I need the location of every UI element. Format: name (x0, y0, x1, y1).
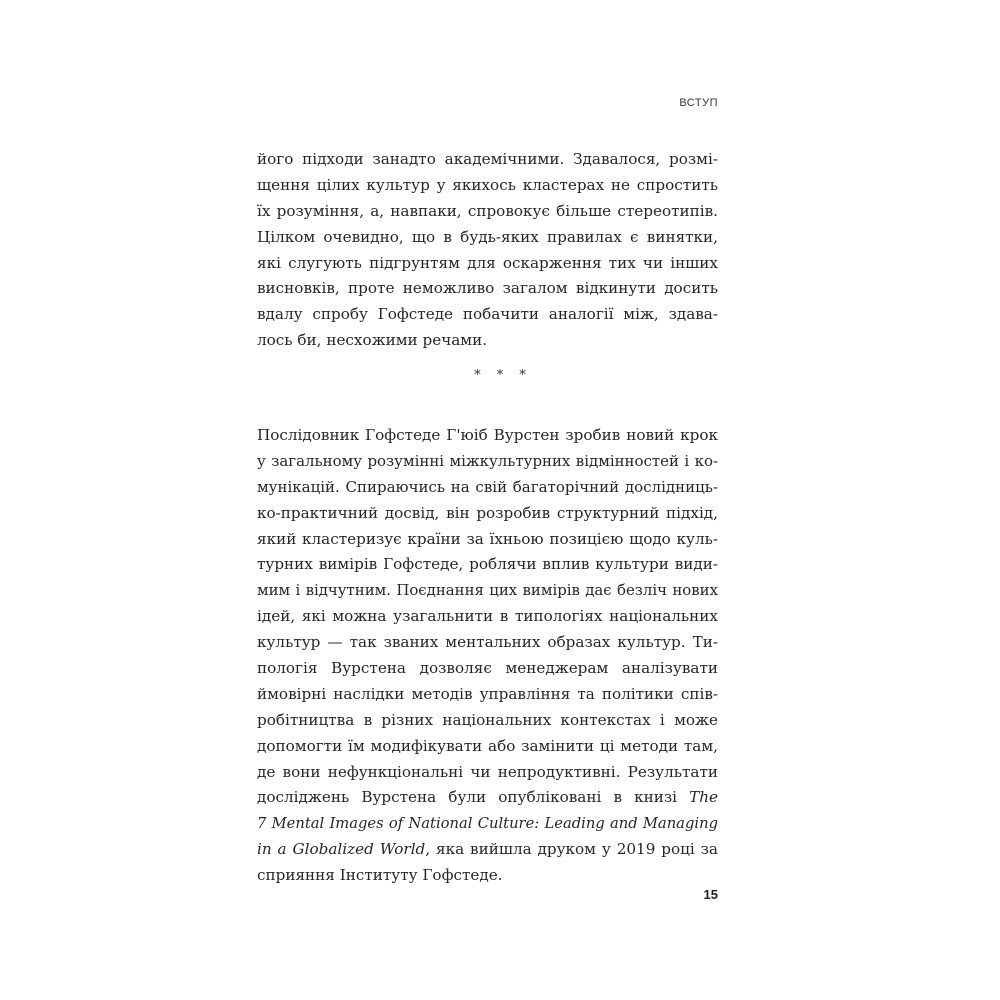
text-line: Послідовник Гофстеде Г'юіб Вурстен зробив новий крок (257, 426, 718, 444)
text-line (257, 785, 718, 811)
text-line: які слугують підгрунтям для оскарження тих чи інших (257, 253, 718, 272)
text-line: вдалу спробу Гофстеде побачити аналогії між, здава- (257, 305, 718, 324)
text-line: лось би, несхожими речами. (257, 331, 488, 350)
text-line: мунікацій. Спираючись на свій багаторічний дослідниць- (257, 477, 718, 496)
text-segment: , яка вийшла друком у 2019 році за (425, 840, 718, 859)
paragraph-2 (257, 423, 718, 889)
text-line: Цілком очевидно, що в будь-яких правилах є винятки, (257, 227, 718, 246)
text-line (257, 837, 718, 863)
section-separator: * * * (474, 368, 532, 383)
text-line: щення цілих культур у якихось кластерах не спростить (257, 175, 718, 194)
text-line: де вони нефункціональні чи непродуктивні. Результати (257, 762, 718, 781)
text-line: який кластеризує країни за їхньою позицією щодо куль- (257, 529, 718, 548)
book-title-part: The (689, 788, 718, 807)
text-line: культур — так званих ментальних образах культур. Ти- (257, 633, 718, 652)
text-line: його підходи занадто академічними. Здавалося, розмі- (257, 150, 718, 168)
text-line: робітництва в різних національних контекстах і може (257, 710, 718, 729)
page-number: 15 (703, 887, 718, 902)
text-line: висновків, проте неможливо загалом відкинути досить (257, 279, 718, 298)
text-line: мим і відчутним. Поєднання цих вимірів дає безліч нових (257, 581, 718, 600)
text-line: у загальному розумінні міжкультурних відмінностей і ко- (257, 451, 718, 470)
book-title-part: in a Globalized World (257, 840, 426, 859)
text-line: ймовірні наслідки методів управління та політики спів- (257, 684, 718, 703)
book-title-part: 7 Mental Images of National Culture: Leading and Managing (257, 815, 718, 833)
text-line: ідей, які можна узагальнити в типологіях національних (257, 607, 718, 626)
text-line: ко-практичний досвід, він розробив структурний підхід, (257, 503, 718, 522)
text-line: турних вимірів Гофстеде, роблячи вплив культури види- (257, 555, 718, 574)
text-segment: досліджень Вурстена були опубліковані в книзі (257, 788, 677, 807)
paragraph-1 (257, 147, 718, 354)
text-line (257, 811, 718, 837)
text-line: пологія Вурстена дозволяє менеджерам аналізувати (257, 659, 718, 678)
running-head: ВСТУП (679, 97, 718, 109)
text-line: сприяння Інституту Гофстеде. (257, 866, 503, 885)
text-line: їх розуміння, а, навпаки, спровокує більше стереотипів. (257, 201, 718, 220)
text-line: допомогти їм модифікувати або замінити ці методи там, (257, 736, 718, 755)
